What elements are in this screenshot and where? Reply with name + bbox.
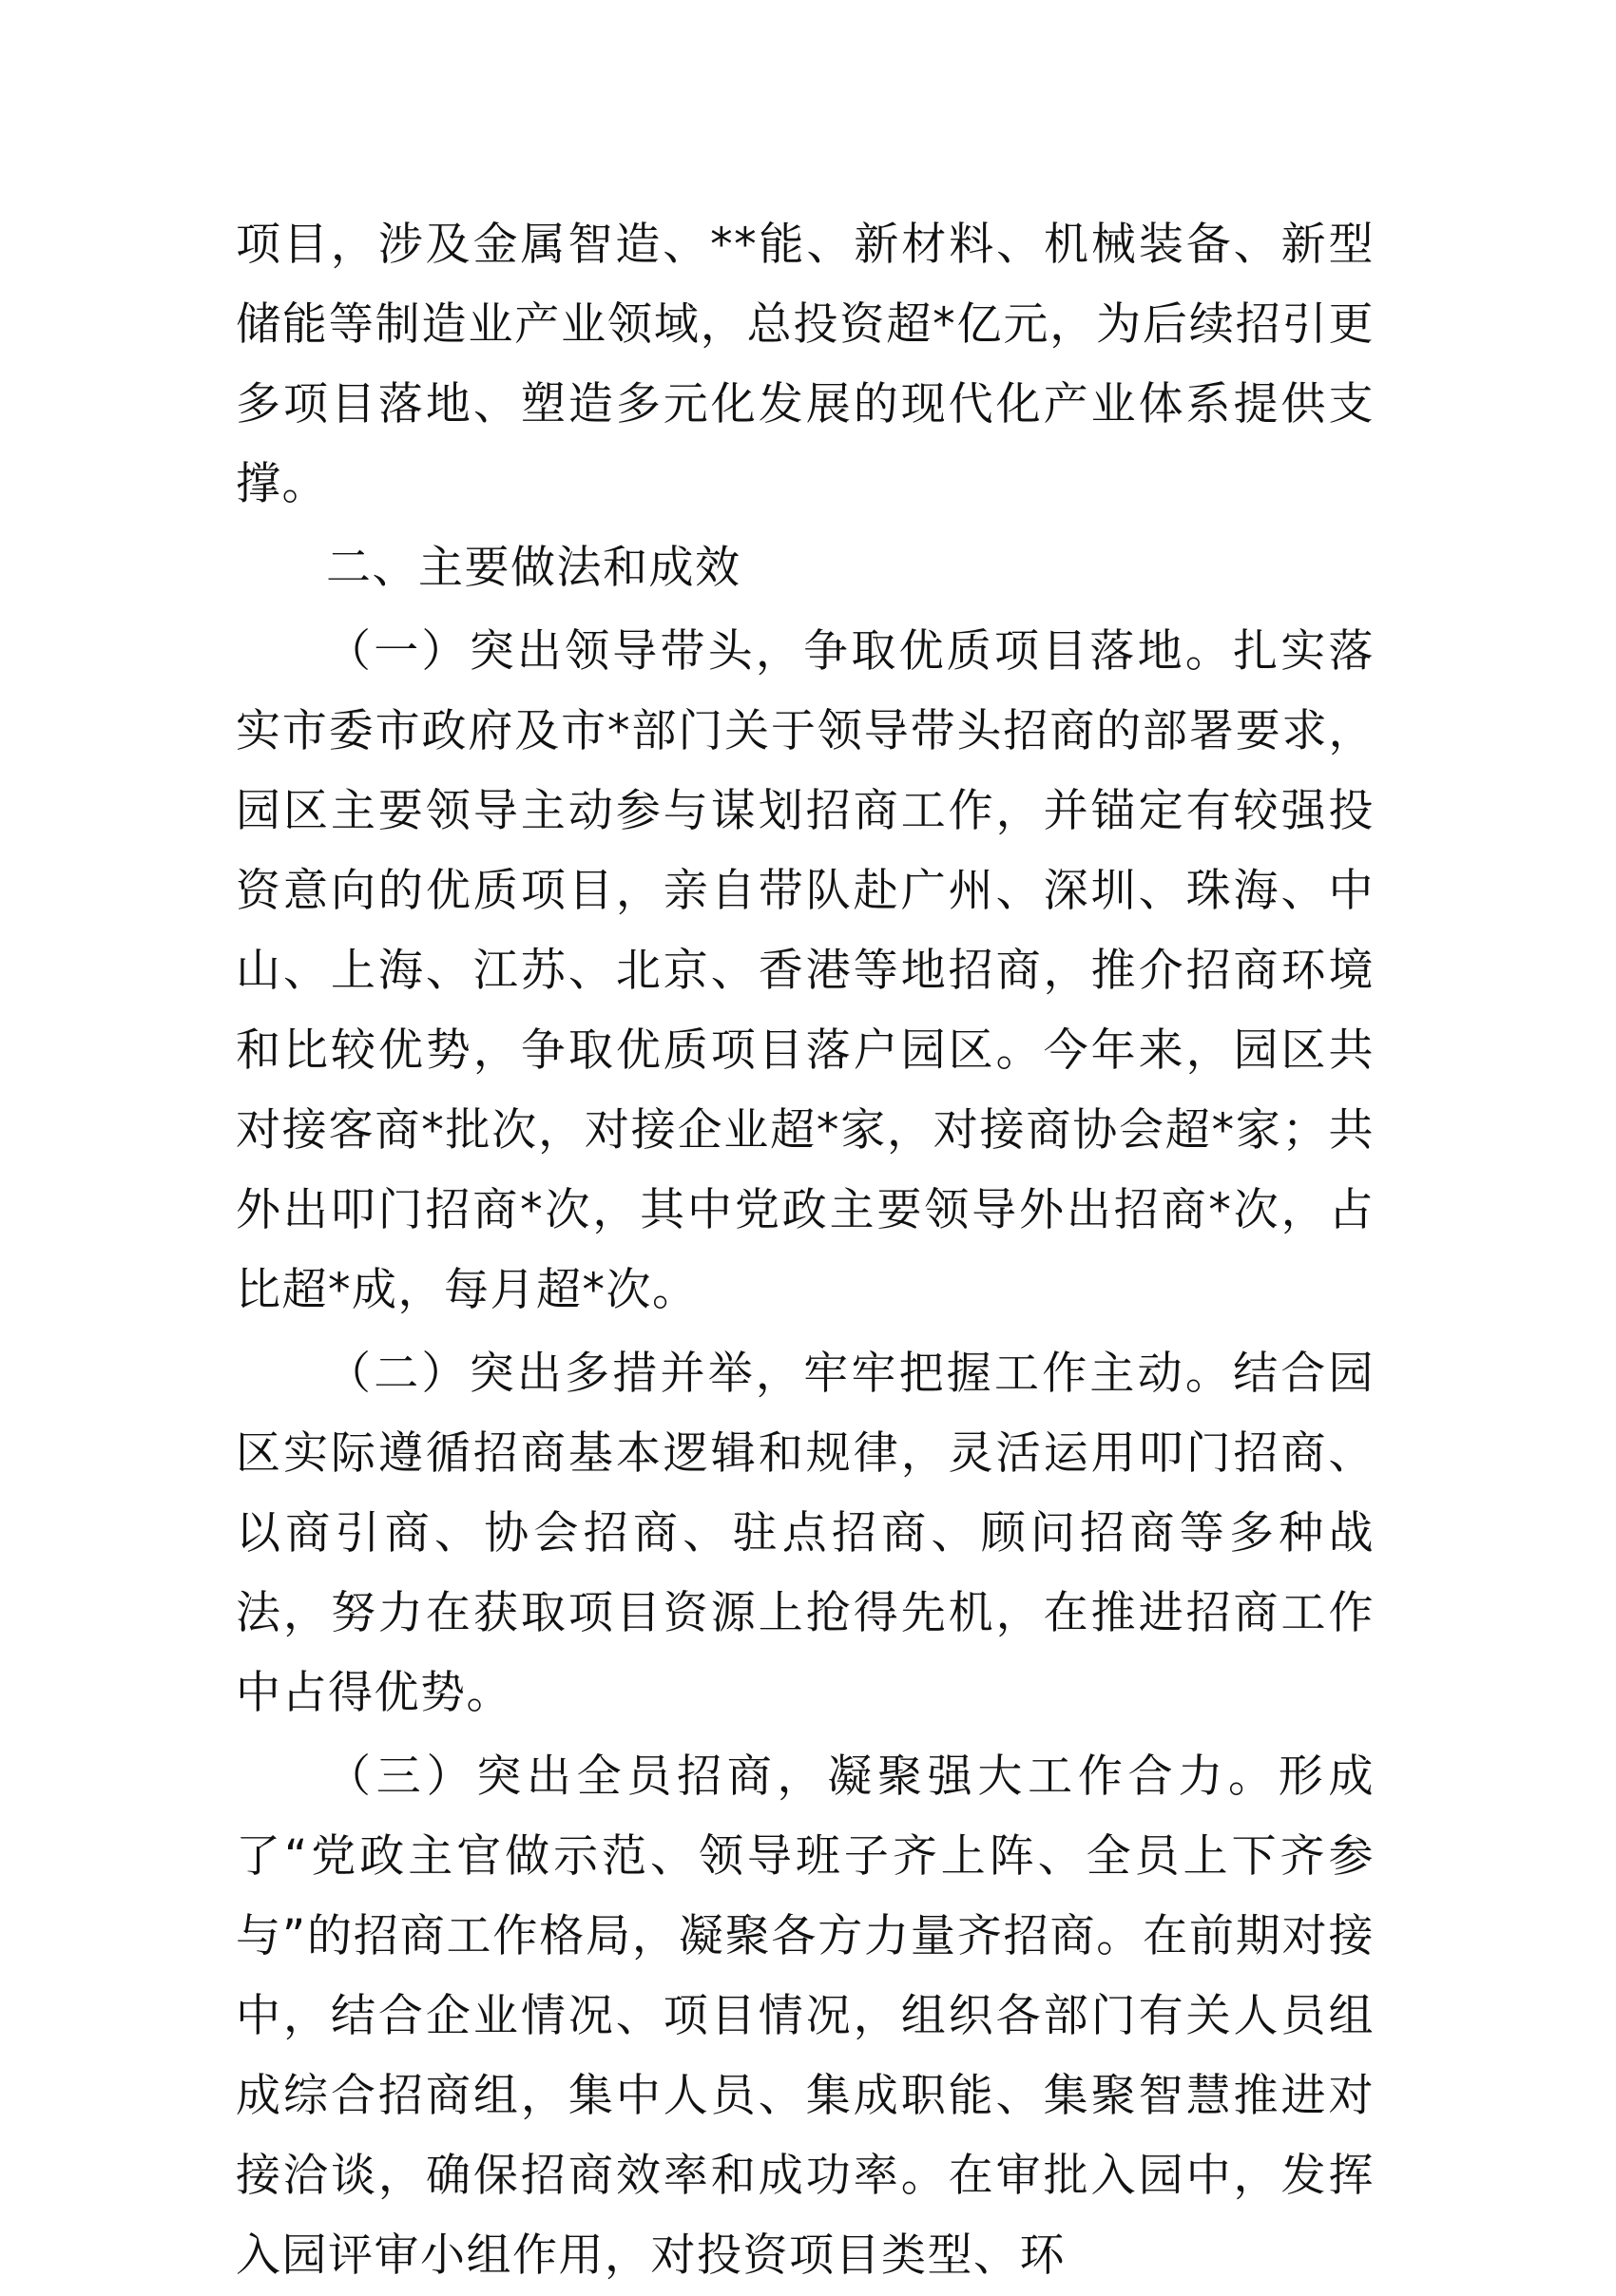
paragraph-intro-continuation: 项目，涉及金属智造、**能、新材料、机械装备、新型储能等制造业产业领域，总投资超*亿元，为后续招引更多项目落地、塑造多元化发展的现代化产业体系提供支撑。: [236, 219, 1375, 510]
paragraph-point-1: （一）突出领导带头，争取优质项目落地。扎实落实市委市政府及市*部门关于领导带头招商的部署要求，园区主要领导主动参与谋划招商工作，并锚定有较强投资意向的优质项目，亲自带队赴广州、深圳、珠海、中山、上海、江苏、北京、香港等地招商，推介招商环境和比较优势，争取优质项目落户园区。今年来，园区共对接客商*批次，对接企业超*家，对接商协会超*家；共外出叩门招商*次，其中党政主要领导外出招商*次，占比超*成，每月超*次。: [236, 625, 1375, 1316]
paragraph-point-3: （三）突出全员招商，凝聚强大工作合力。形成了“党政主官做示范、领导班子齐上阵、全员上下齐参与”的招商工作格局，凝聚各方力量齐招商。在前期对接中，结合企业情况、项目情况，组织各部门有关人员组成综合招商组，集中人员、集成职能、集聚智慧推进对接洽谈，确保招商效率和成功率。在审批入园中，发挥入园评审小组作用，对投资项目类型、环: [236, 1751, 1375, 2282]
section-heading: 二、主要做法和成效: [326, 542, 741, 594]
paragraph-point-2: （二）突出多措并举，牢牢把握工作主动。结合园区实际遵循招商基本逻辑和规律，灵活运用叩门招商、以商引商、协会招商、驻点招商、顾问招商等多种战法，努力在获取项目资源上抢得先机，在推进招商工作中占得优势。: [236, 1348, 1375, 1719]
document-body: [236, 205, 1375, 2296]
